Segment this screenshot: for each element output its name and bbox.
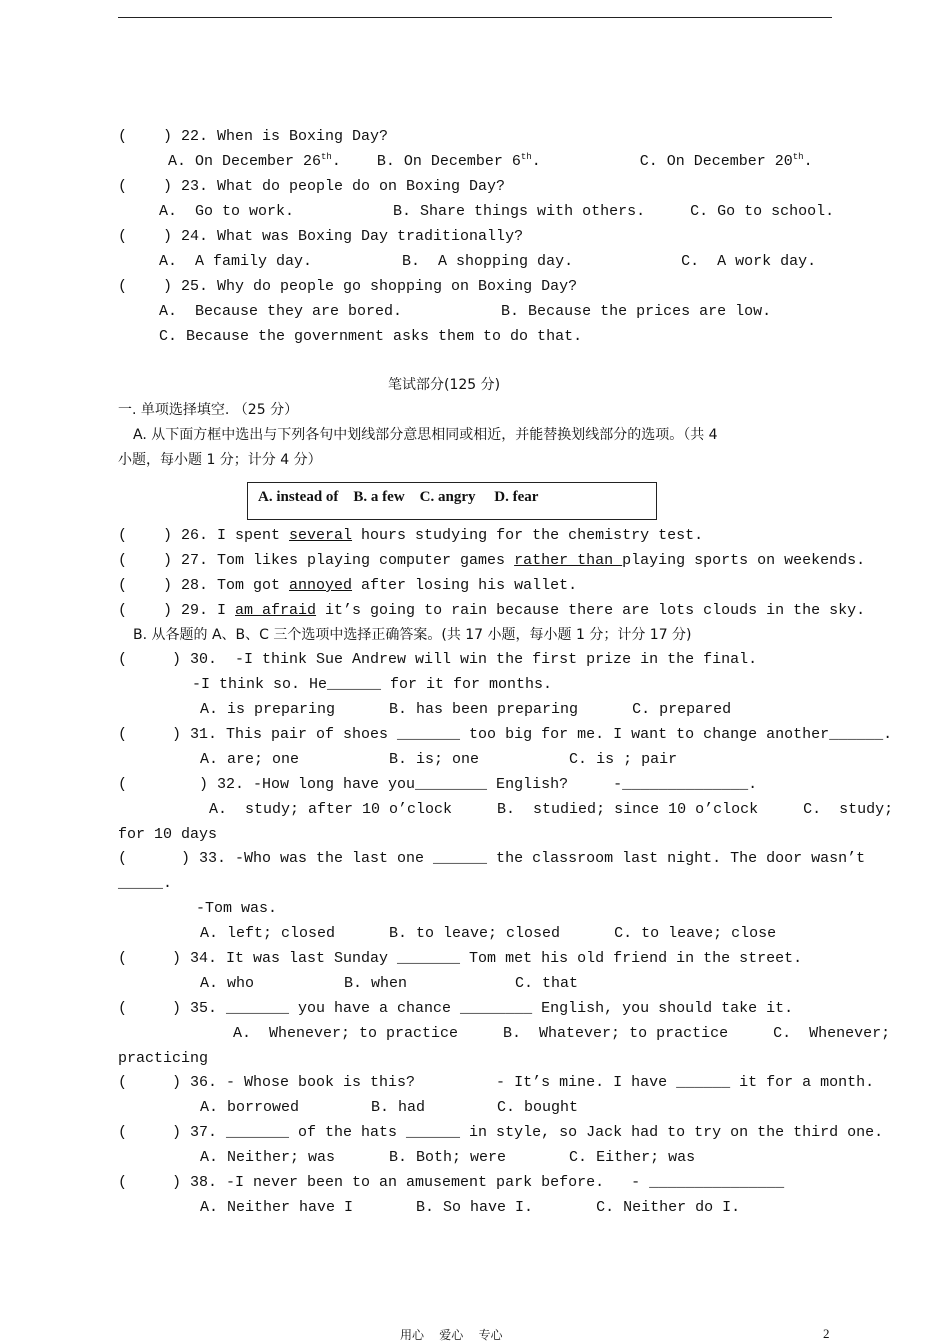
part-b-intro: B. 从各题的 A、B、C 三个选项中选择正确答案。(共 17 小题，每小题 1 分；计分 17 分) bbox=[133, 627, 692, 643]
q33-options: A. left; closed B. to leave; closed C. to leave; close bbox=[200, 925, 777, 942]
word-box-options: A. instead of B. a few C. angry D. fear bbox=[258, 489, 539, 505]
q38-options: A. Neither have I B. So have I. C. Neither do I. bbox=[200, 1199, 741, 1216]
q35-stem: ( ) 35. _______ you have a chance ________ English, you should take it. bbox=[118, 1000, 794, 1017]
q28: ( ) 28. Tom got annoyed after losing his wallet. bbox=[118, 577, 578, 594]
q38-stem: ( ) 38. -I never been to an amusement park before. - _______________ bbox=[118, 1174, 785, 1191]
q25-options-ab: A. Because they are bored. B. Because the prices are low. bbox=[159, 303, 772, 320]
q25-option-c: C. Because the government asks them to do that. bbox=[159, 328, 583, 345]
q25-stem: ( ) 25. Why do people go shopping on Boxing Day? bbox=[118, 278, 578, 295]
q35-options: A. Whenever; to practice B. Whatever; to practice C. Whenever; bbox=[233, 1025, 891, 1042]
q23-stem: ( ) 23. What do people do on Boxing Day? bbox=[118, 178, 506, 195]
part-a-intro-cont: 小题，每小题 1 分；计分 4 分） bbox=[118, 452, 322, 468]
q36-options: A. borrowed B. had C. bought bbox=[200, 1099, 579, 1116]
q24-stem: ( ) 24. What was Boxing Day traditionally? bbox=[118, 228, 524, 245]
part-a-intro: A. 从下面方框中选出与下列各句中划线部分意思相同或相近，并能替换划线部分的选项。（共 4 bbox=[133, 427, 718, 443]
q37-options: A. Neither; was B. Both; were C. Either; was bbox=[200, 1149, 696, 1166]
q33-stem-cont: _____. bbox=[118, 875, 173, 892]
q36-stem: ( ) 36. - Whose book is this? - It’s mine. I have ______ it for a month. bbox=[118, 1074, 875, 1091]
q33-reply: -Tom was. bbox=[196, 900, 278, 917]
q34-stem: ( ) 34. It was last Sunday _______ Tom met his old friend in the street. bbox=[118, 950, 803, 967]
q26: ( ) 26. I spent several hours studying for the chemistry test. bbox=[118, 527, 704, 544]
page-number: 2 bbox=[823, 1326, 830, 1341]
part1-heading: 一. 单项选择填空. （25 分） bbox=[118, 402, 299, 418]
q27: ( ) 27. Tom likes playing computer games rather than playing sports on weekends. bbox=[118, 552, 866, 569]
footer-motto: 用心 爱心 专心 bbox=[400, 1328, 503, 1342]
q30-reply: -I think so. He______ for it for months. bbox=[192, 676, 553, 693]
q29: ( ) 29. I am afraid it’s going to rain because there are lots clouds in the sky. bbox=[118, 602, 866, 619]
q37-stem: ( ) 37. _______ of the hats ______ in style, so Jack had to try on the third one. bbox=[118, 1124, 884, 1141]
q35-options-cont: practicing bbox=[118, 1050, 209, 1067]
q30-options: A. is preparing B. has been preparing C. prepared bbox=[200, 701, 732, 718]
q32-options: A. study; after 10 o’clock B. studied; since 10 o’clock C. study; bbox=[209, 801, 894, 818]
q33-stem: ( ) 33. -Who was the last one ______ the classroom last night. The door wasn’t bbox=[118, 850, 866, 867]
q31-options: A. are; one B. is; one C. is ; pair bbox=[200, 751, 678, 768]
section-title: 笔试部分(125 分) bbox=[388, 377, 501, 393]
q30-stem: ( ) 30. -I think Sue Andrew will win the first prize in the final. bbox=[118, 651, 758, 668]
q22-options: A. On December 26th. B. On December 6th. C. On December 20th. bbox=[168, 152, 813, 170]
q32-options-cont: for 10 days bbox=[118, 826, 218, 843]
q24-options: A. A family day. B. A shopping day. C. A work day. bbox=[159, 253, 817, 270]
q22-stem: ( ) 22. When is Boxing Day? bbox=[118, 128, 389, 145]
header-rule bbox=[118, 17, 832, 18]
q31-stem: ( ) 31. This pair of shoes _______ too big for me. I want to change another______. bbox=[118, 726, 893, 743]
q23-options: A. Go to work. B. Share things with others. C. Go to school. bbox=[159, 203, 835, 220]
q32-stem: ( ) 32. -How long have you________ English? -______________. bbox=[118, 776, 758, 793]
q34-options: A. who B. when C. that bbox=[200, 975, 579, 992]
